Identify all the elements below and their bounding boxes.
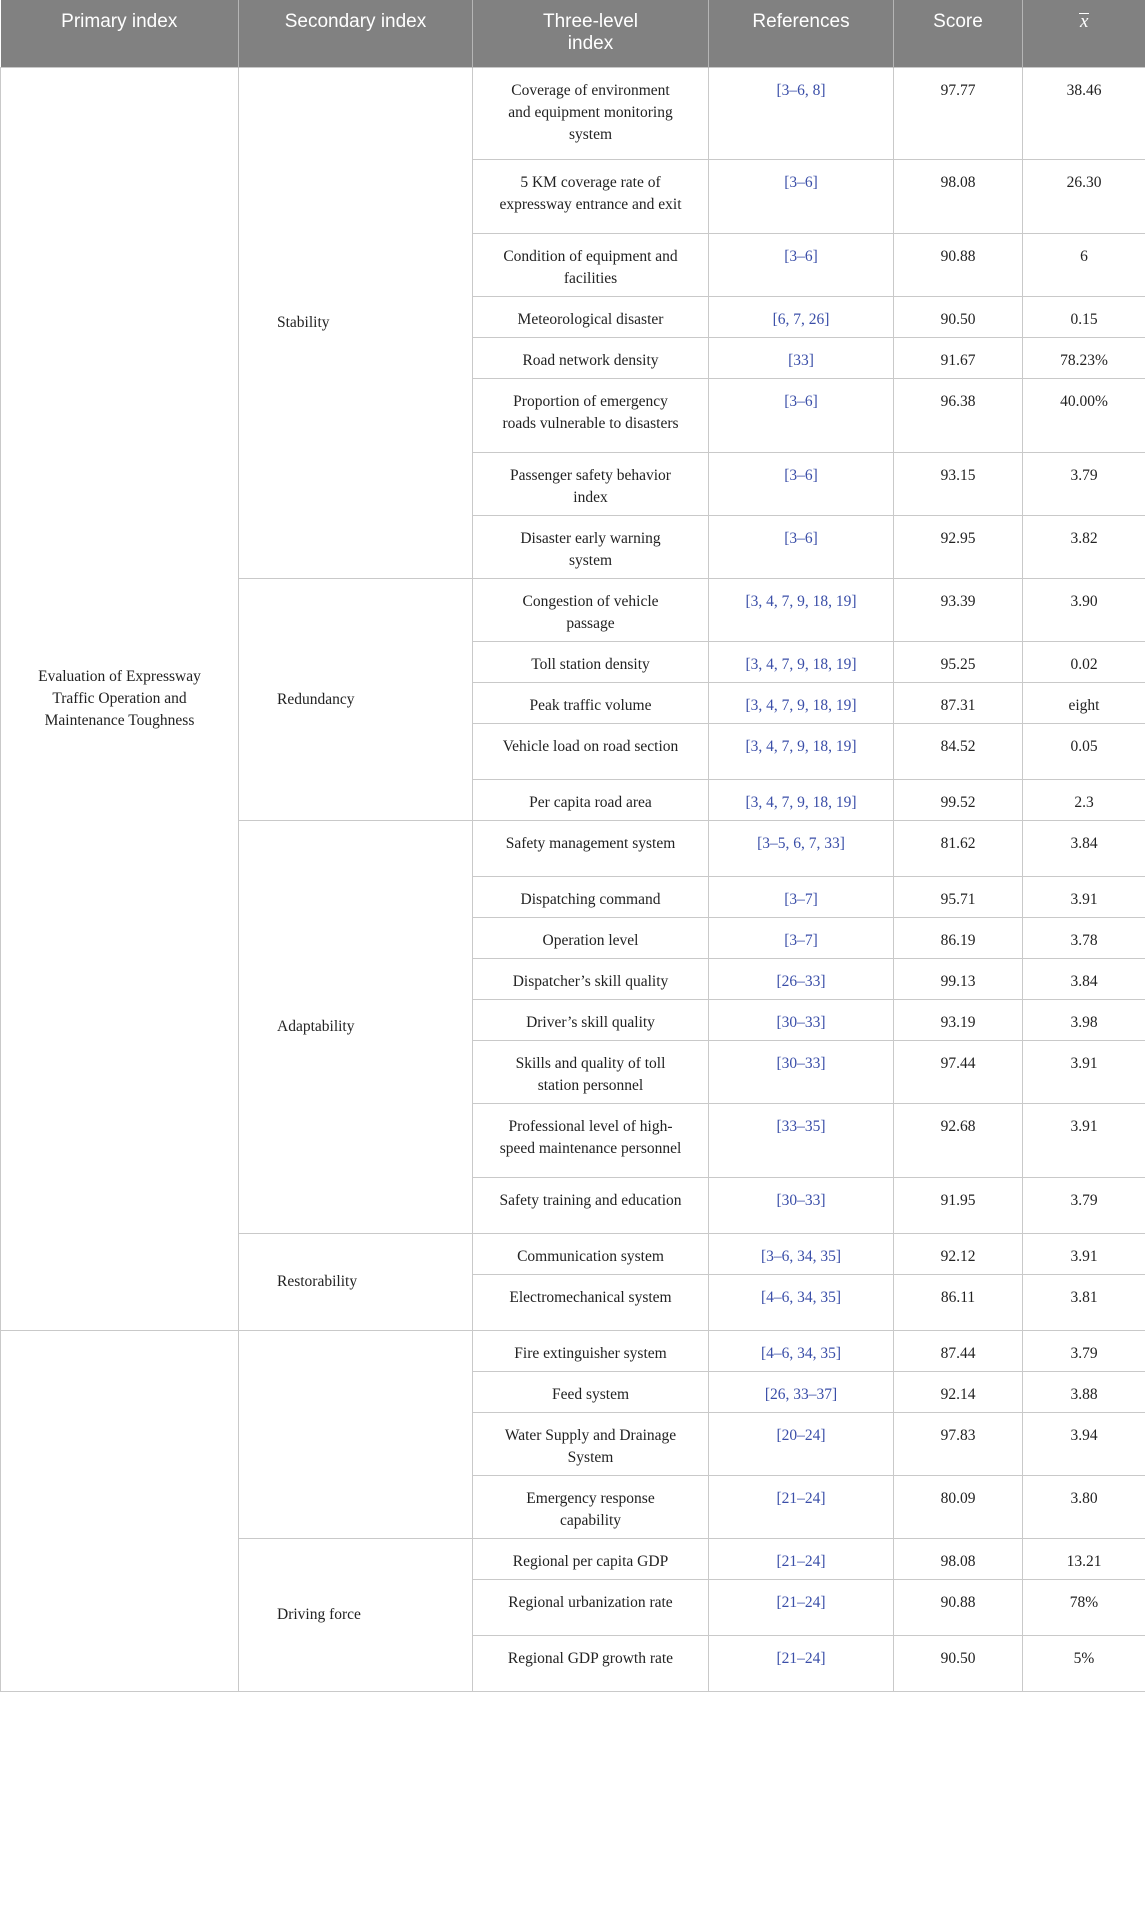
three-level-index-cell [473,821,709,877]
three-level-index-cell [473,918,709,959]
mean-value: 3.78 [1070,932,1098,949]
secondary-index-cell [239,821,473,1234]
header-secondary-index: Secondary index [239,0,473,68]
score-value: 95.71 [940,891,976,908]
reference-link[interactable]: [3, 4, 7, 9, 18, 19] [745,656,857,673]
reference-link[interactable]: [3–6] [784,530,818,547]
mean-value: 40.00% [1060,393,1108,410]
three-level-index-cell [473,780,709,821]
references-cell [709,959,894,1000]
mean-value: 3.82 [1070,530,1098,547]
mean-cell [1023,724,1145,780]
three-level-index-label: Driver’s skill quality [526,1014,655,1031]
three-level-index-label: Road network density [522,352,659,369]
three-level-index-label: Congestion of vehicle passage [522,593,659,632]
reference-link[interactable]: [3–6] [784,393,818,410]
mean-cell [1023,780,1145,821]
mean-cell [1023,1476,1145,1539]
score-cell [894,297,1023,338]
score-cell [894,1178,1023,1234]
three-level-index-cell [473,1275,709,1331]
references-cell [709,453,894,516]
reference-link[interactable]: [3, 4, 7, 9, 18, 19] [745,593,857,610]
secondary-index-cell [239,68,473,579]
three-level-index-cell [473,297,709,338]
references-cell [709,1234,894,1275]
references-cell [709,1331,894,1372]
mean-value: 3.79 [1070,1192,1098,1209]
three-level-index-cell [473,579,709,642]
three-level-index-cell [473,959,709,1000]
mean-value: 13.21 [1066,1553,1102,1570]
three-level-index-label: Disaster early warning system [520,530,661,569]
mean-cell [1023,959,1145,1000]
mean-value: 2.3 [1074,794,1094,811]
reference-link[interactable]: [3, 4, 7, 9, 18, 19] [745,697,857,714]
references-cell [709,642,894,683]
references-cell [709,1580,894,1636]
references-cell [709,1275,894,1331]
three-level-index-cell [473,1104,709,1178]
mean-cell [1023,1275,1145,1331]
three-level-index-label: Passenger safety behavior index [510,467,671,506]
mean-cell [1023,1234,1145,1275]
mean-cell [1023,1178,1145,1234]
score-cell [894,1000,1023,1041]
secondary-index-label: Driving force [277,1606,361,1623]
score-value: 96.38 [940,393,976,410]
mean-value: 3.79 [1070,467,1098,484]
three-level-index-label: Skills and quality of toll station personnel [515,1055,666,1094]
reference-link[interactable]: [3–6, 8] [776,82,826,99]
score-value: 90.50 [940,1650,976,1667]
mean-cell [1023,1104,1145,1178]
mean-cell [1023,1413,1145,1476]
score-value: 92.14 [940,1386,976,1403]
header-references: References [709,0,894,68]
score-cell [894,1104,1023,1178]
secondary-index-label: Adaptability [277,1018,355,1035]
mean-value: 3.88 [1070,1386,1098,1403]
reference-link[interactable]: [21–24] [776,1490,826,1507]
score-cell [894,453,1023,516]
three-level-index-label: Operation level [542,932,639,949]
score-cell [894,918,1023,959]
score-value: 99.52 [940,794,976,811]
score-value: 86.11 [940,1289,976,1306]
score-cell [894,780,1023,821]
three-level-index-cell [473,642,709,683]
mean-value: 5% [1073,1650,1095,1667]
three-level-index-cell [473,453,709,516]
three-level-index-cell [473,877,709,918]
references-cell [709,780,894,821]
score-value: 84.52 [940,738,976,755]
secondary-index-label: Stability [277,314,330,331]
three-level-index-label: Safety management system [505,835,676,852]
references-cell [709,297,894,338]
references-cell [709,338,894,379]
three-level-index-label: Proportion of emergency roads vulnerable to disasters [502,393,679,432]
three-level-index-label: Regional per capita GDP [512,1553,669,1570]
score-value: 90.88 [940,248,976,265]
header-score: Score [894,0,1023,68]
reference-link[interactable]: [30–33] [776,1014,826,1031]
three-level-index-label: Professional level of high-speed maintenance personnel [499,1118,682,1157]
mean-value: 3.81 [1070,1289,1098,1306]
mean-cell [1023,918,1145,959]
score-value: 92.12 [940,1248,976,1265]
mean-value: 3.91 [1070,1118,1098,1135]
three-level-index-label: Toll station density [531,656,650,673]
references-cell [709,1041,894,1104]
score-cell [894,877,1023,918]
three-level-index-cell [473,1041,709,1104]
references-cell [709,683,894,724]
score-value: 91.67 [940,352,976,369]
reference-link[interactable]: [26, 33–37] [764,1386,838,1403]
score-cell [894,1331,1023,1372]
three-level-index-cell [473,1580,709,1636]
score-value: 97.83 [940,1427,976,1444]
score-cell [894,160,1023,234]
three-level-index-label: Vehicle load on road section [502,738,679,755]
three-level-index-cell [473,68,709,160]
references-cell [709,821,894,877]
mean-value: 3.94 [1070,1427,1098,1444]
mean-cell [1023,516,1145,579]
references-cell [709,234,894,297]
references-cell [709,1476,894,1539]
mean-cell [1023,1636,1145,1692]
score-value: 87.31 [940,697,976,714]
header-three-level-index: Three-level index [473,0,709,68]
reference-link[interactable]: [4–6, 34, 35] [760,1345,842,1362]
mean-cell [1023,579,1145,642]
three-level-index-label: Emergency response capability [526,1490,655,1529]
score-cell [894,1476,1023,1539]
three-level-index-cell [473,1413,709,1476]
score-value: 97.77 [940,82,976,99]
mean-cell [1023,642,1145,683]
score-cell [894,516,1023,579]
three-level-index-label: Condition of equipment and facilities [503,248,678,287]
score-value: 93.19 [940,1014,976,1031]
reference-link[interactable]: [26–33] [776,973,826,990]
references-cell [709,877,894,918]
mean-value: 78% [1069,1594,1099,1611]
three-level-index-cell [473,234,709,297]
reference-link[interactable]: [3–6] [784,467,818,484]
secondary-index-cell [239,1331,473,1539]
three-level-index-cell [473,724,709,780]
score-cell [894,68,1023,160]
score-value: 90.50 [940,311,976,328]
three-level-index-cell [473,379,709,453]
three-level-index-label: Regional urbanization rate [508,1594,673,1611]
references-cell [709,516,894,579]
secondary-index-cell [239,579,473,821]
header-mean: x [1023,0,1145,68]
score-value: 93.15 [940,467,976,484]
score-value: 86.19 [940,932,976,949]
three-level-index-cell [473,338,709,379]
mean-cell [1023,453,1145,516]
reference-link[interactable]: [20–24] [776,1427,826,1444]
reference-link[interactable]: [3–6, 34, 35] [760,1248,842,1265]
three-level-index-cell [473,1178,709,1234]
mean-value: 3.91 [1070,891,1098,908]
mean-cell [1023,1580,1145,1636]
three-level-index-label: 5 KM coverage rate of expressway entrance and exit [499,174,682,213]
score-cell [894,579,1023,642]
mean-cell [1023,68,1145,160]
mean-cell [1023,1041,1145,1104]
score-cell [894,959,1023,1000]
score-cell [894,338,1023,379]
secondary-index-label: Redundancy [277,690,355,708]
score-value: 81.62 [940,835,976,852]
mean-cell [1023,338,1145,379]
three-level-index-label: Communication system [517,1248,664,1265]
references-cell [709,1104,894,1178]
mean-value: 6 [1080,248,1088,265]
references-cell [709,579,894,642]
references-cell [709,1178,894,1234]
three-level-index-cell [473,516,709,579]
three-level-index-label: Per capita road area [529,794,652,811]
score-value: 95.25 [940,656,976,673]
score-cell [894,1539,1023,1580]
secondary-index-cell [239,1539,473,1692]
score-cell [894,1041,1023,1104]
score-value: 91.95 [940,1192,976,1209]
three-level-index-label: Water Supply and Drainage System [504,1427,677,1466]
mean-cell [1023,877,1145,918]
score-value: 92.68 [940,1118,976,1135]
reference-link[interactable]: [21–24] [776,1553,826,1570]
mean-value: 3.80 [1070,1490,1098,1507]
secondary-index-label: Restorability [277,1273,358,1290]
score-cell [894,1413,1023,1476]
references-cell [709,68,894,160]
mean-cell [1023,1331,1145,1372]
three-level-index-cell [473,1539,709,1580]
secondary-index-cell [239,1234,473,1331]
mean-cell [1023,1539,1145,1580]
three-level-index-cell [473,160,709,234]
score-cell [894,1372,1023,1413]
reference-link[interactable]: [33–35] [776,1118,826,1135]
score-cell [894,379,1023,453]
three-level-index-cell [473,683,709,724]
references-cell [709,1636,894,1692]
three-level-index-cell [473,1476,709,1539]
mean-cell [1023,1000,1145,1041]
three-level-index-label: Peak traffic volume [529,697,652,714]
score-cell [894,1636,1023,1692]
references-cell [709,379,894,453]
score-cell [894,1234,1023,1275]
mean-value: 3.84 [1070,835,1098,852]
mean-cell [1023,379,1145,453]
mean-value: 0.02 [1070,656,1098,673]
score-value: 99.13 [940,973,976,990]
three-level-index-label: Safety training and education [499,1192,682,1209]
reference-link[interactable]: [3–5, 6, 7, 33] [757,835,845,852]
references-cell [709,160,894,234]
score-value: 97.44 [940,1055,976,1072]
three-level-index-cell [473,1372,709,1413]
reference-link[interactable]: [3–7] [784,891,818,908]
mean-value: 3.84 [1070,973,1098,990]
reference-link[interactable]: [30–33] [776,1192,826,1209]
score-cell [894,1275,1023,1331]
mean-value: 3.98 [1070,1014,1098,1031]
score-value: 98.08 [940,174,976,191]
score-cell [894,683,1023,724]
mean-cell [1023,821,1145,877]
reference-link[interactable]: [3–6] [784,174,818,191]
three-level-index-cell [473,1331,709,1372]
mean-cell [1023,160,1145,234]
table-header [1,0,1145,68]
references-cell [709,1372,894,1413]
table-row [1,1331,1145,1372]
references-cell [709,1539,894,1580]
references-cell [709,918,894,959]
references-cell [709,724,894,780]
reference-link[interactable]: [3, 4, 7, 9, 18, 19] [745,794,857,811]
mean-value: 3.91 [1070,1248,1098,1265]
three-level-index-label: Dispatcher’s skill quality [512,973,669,990]
mean-value: 78.23% [1060,352,1108,369]
reference-link[interactable]: [21–24] [776,1650,826,1667]
three-level-index-label: Feed system [551,1386,630,1403]
score-value: 93.39 [940,593,976,610]
three-level-index-label: Electromechanical system [509,1289,672,1306]
mean-value: 26.30 [1066,174,1102,191]
mean-value: 3.90 [1070,593,1098,610]
header-primary-index: Primary index [1,0,239,68]
score-cell [894,234,1023,297]
reference-link[interactable]: [21–24] [776,1594,826,1611]
score-cell [894,724,1023,780]
mean-value: 0.15 [1070,311,1098,328]
score-value: 98.08 [940,1553,976,1570]
mean-cell [1023,683,1145,724]
reference-link[interactable]: [33] [788,352,814,369]
primary-index-cell [1,1331,239,1692]
score-value: 80.09 [940,1490,976,1507]
three-level-index-cell [473,1000,709,1041]
mean-cell [1023,234,1145,297]
three-level-index-cell [473,1234,709,1275]
three-level-index-label: Fire extinguisher system [514,1345,667,1362]
mean-cell [1023,297,1145,338]
mean-value: 3.79 [1070,1345,1098,1362]
table-body [1,68,1145,1692]
score-value: 90.88 [940,1594,976,1611]
table-row [1,68,1145,160]
mean-value: 0.05 [1070,738,1098,755]
score-cell [894,642,1023,683]
reference-link[interactable]: [3, 4, 7, 9, 18, 19] [745,738,857,755]
mean-value: 38.46 [1066,82,1102,99]
score-cell [894,821,1023,877]
primary-index-cell [1,68,239,1331]
primary-index-label: Evaluation of Expressway Traffic Operation and Maintenance Toughness [38,668,201,729]
references-cell [709,1000,894,1041]
reference-link[interactable]: [6, 7, 26] [772,311,830,328]
score-cell [894,1580,1023,1636]
references-cell [709,1413,894,1476]
reference-link[interactable]: [30–33] [776,1055,826,1072]
reference-link[interactable]: [3–6] [784,248,818,265]
three-level-index-label: Coverage of environment and equipment monitoring system [508,82,673,143]
mean-value: eight [1068,697,1100,714]
score-value: 87.44 [940,1345,976,1362]
three-level-index-cell [473,1636,709,1692]
three-level-index-label: Dispatching command [520,891,661,908]
mean-cell [1023,1372,1145,1413]
three-level-index-label: Meteorological disaster [517,311,664,328]
reference-link[interactable]: [3–7] [784,932,818,949]
score-value: 92.95 [940,530,976,547]
mean-value: 3.91 [1070,1055,1098,1072]
three-level-index-label: Regional GDP growth rate [507,1650,674,1667]
reference-link[interactable]: [4–6, 34, 35] [760,1289,842,1306]
